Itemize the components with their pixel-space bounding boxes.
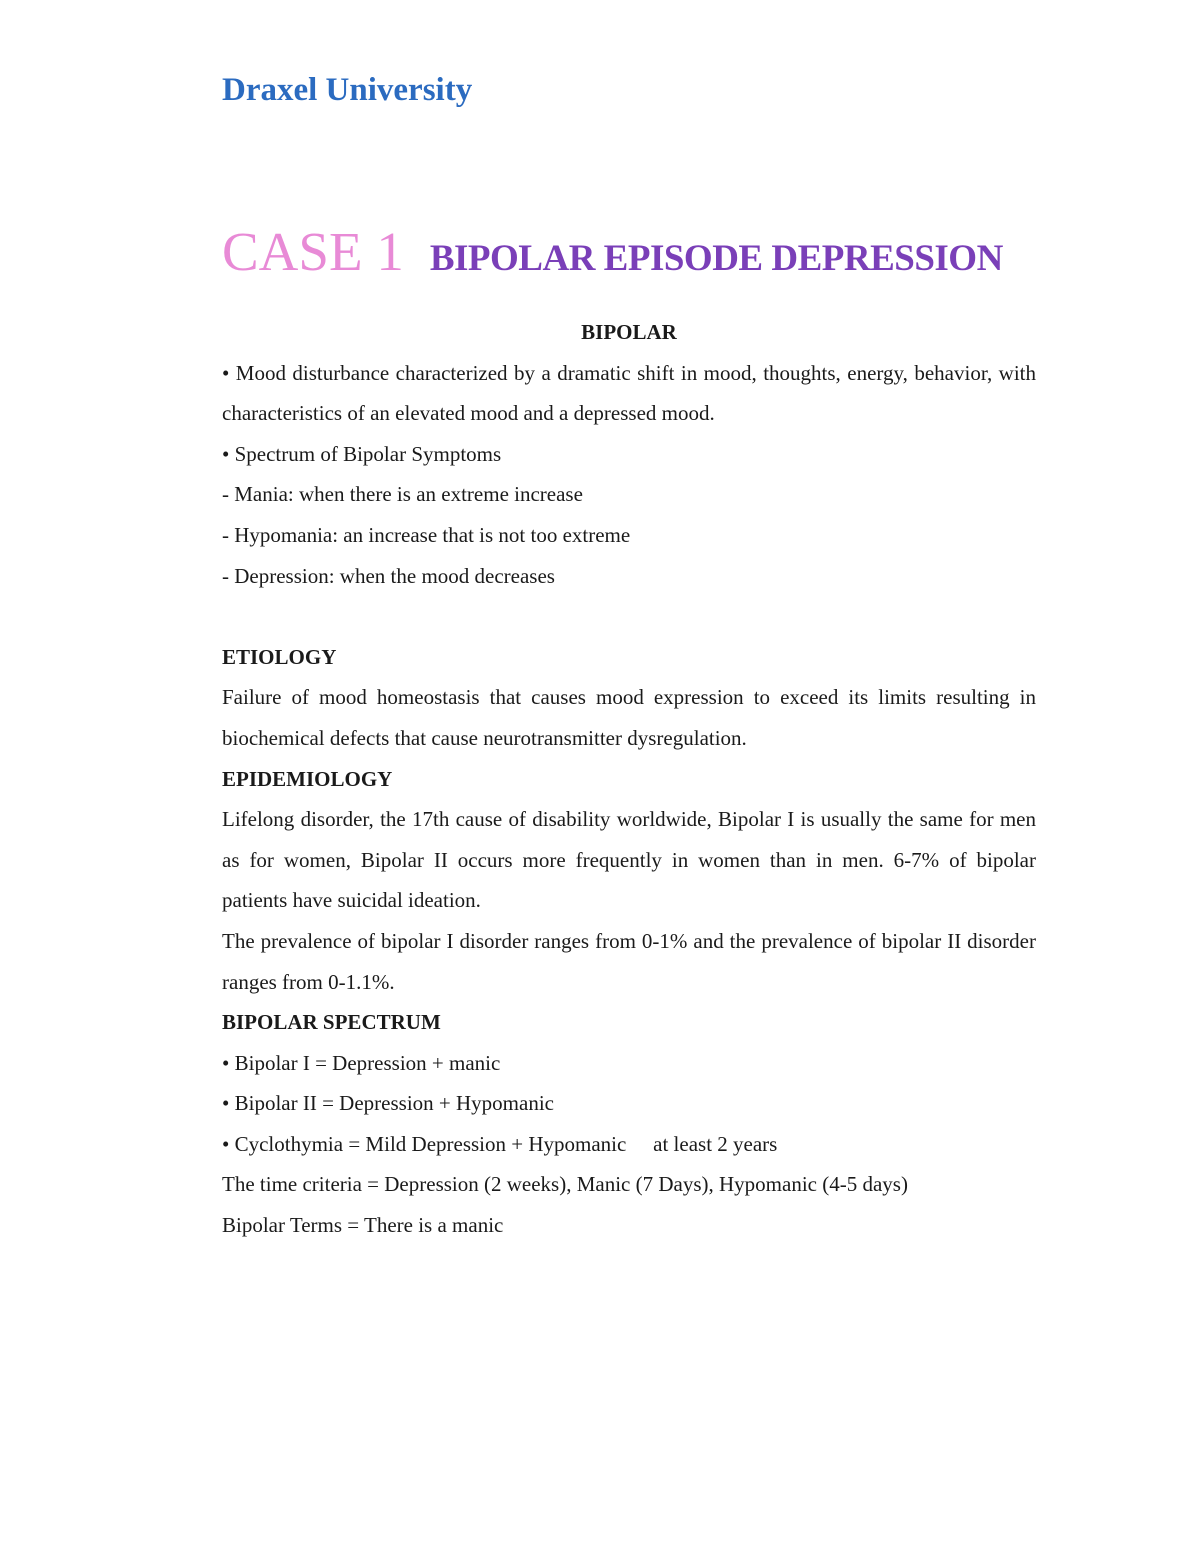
bipolar-item-depression: - Depression: when the mood decreases [222,563,555,588]
case-title: BIPOLAR EPISODE DEPRESSION [429,238,1003,279]
university-name: Draxel University [222,72,473,108]
blank-line [222,596,1036,637]
bipolar-spectrum-heading: BIPOLAR SPECTRUM [222,1010,441,1035]
spectrum-item-bipolar-1: • Bipolar I = Depression + manic [222,1050,501,1075]
case-heading [222,221,1003,282]
etiology-text: Failure of mood homeostasis that causes mood expression to exceed its limits resulting in biochemical defects that cause neurotransmitter dysregulation. [222,685,1036,750]
spectrum-item-cyclothymia: • Cyclothymia = Mild Depression + Hypomanic at least 2 years [222,1131,756,1156]
time-criteria: The time criteria = Depression (2 weeks), Manic (7 Days), Hypomanic (4-5 days) [222,1172,908,1197]
bipolar-item-mania: - Mania: when there is an extreme increase [222,482,583,507]
etiology-heading: ETIOLOGY [222,644,337,669]
spectrum-item-bipolar-2: • Bipolar II = Depression + Hypomanic [222,1091,554,1116]
document-body [222,312,1036,1246]
bipolar-spectrum-intro: • Spectrum of Bipolar Symptoms [222,441,502,466]
bipolar-terms: Bipolar Terms = There is a manic [222,1213,504,1238]
bipolar-heading: BIPOLAR [581,320,677,344]
epidemiology-heading: EPIDEMIOLOGY [222,766,393,791]
epidemiology-paragraph-1: Lifelong disorder, the 17th cause of disability worldwide, Bipolar I is usually the same for men as for women, Bipolar II occurs more frequently in women than in men. 6-7% of bipolar patients have suicidal ideation. [222,807,1036,913]
epidemiology-paragraph-2: The prevalence of bipolar I disorder ranges from 0-1% and the prevalence of bipolar II disorder ranges from 0-1.1%. [222,928,1036,994]
bipolar-definition: • Mood disturbance characterized by a dramatic shift in mood, thoughts, energy, behavior, with characteristics of an elevated mood and a depressed mood. [222,360,1036,426]
case-number: CASE 1 [222,221,404,282]
bipolar-item-hypomania: - Hypomania: an increase that is not too extreme [222,522,631,547]
